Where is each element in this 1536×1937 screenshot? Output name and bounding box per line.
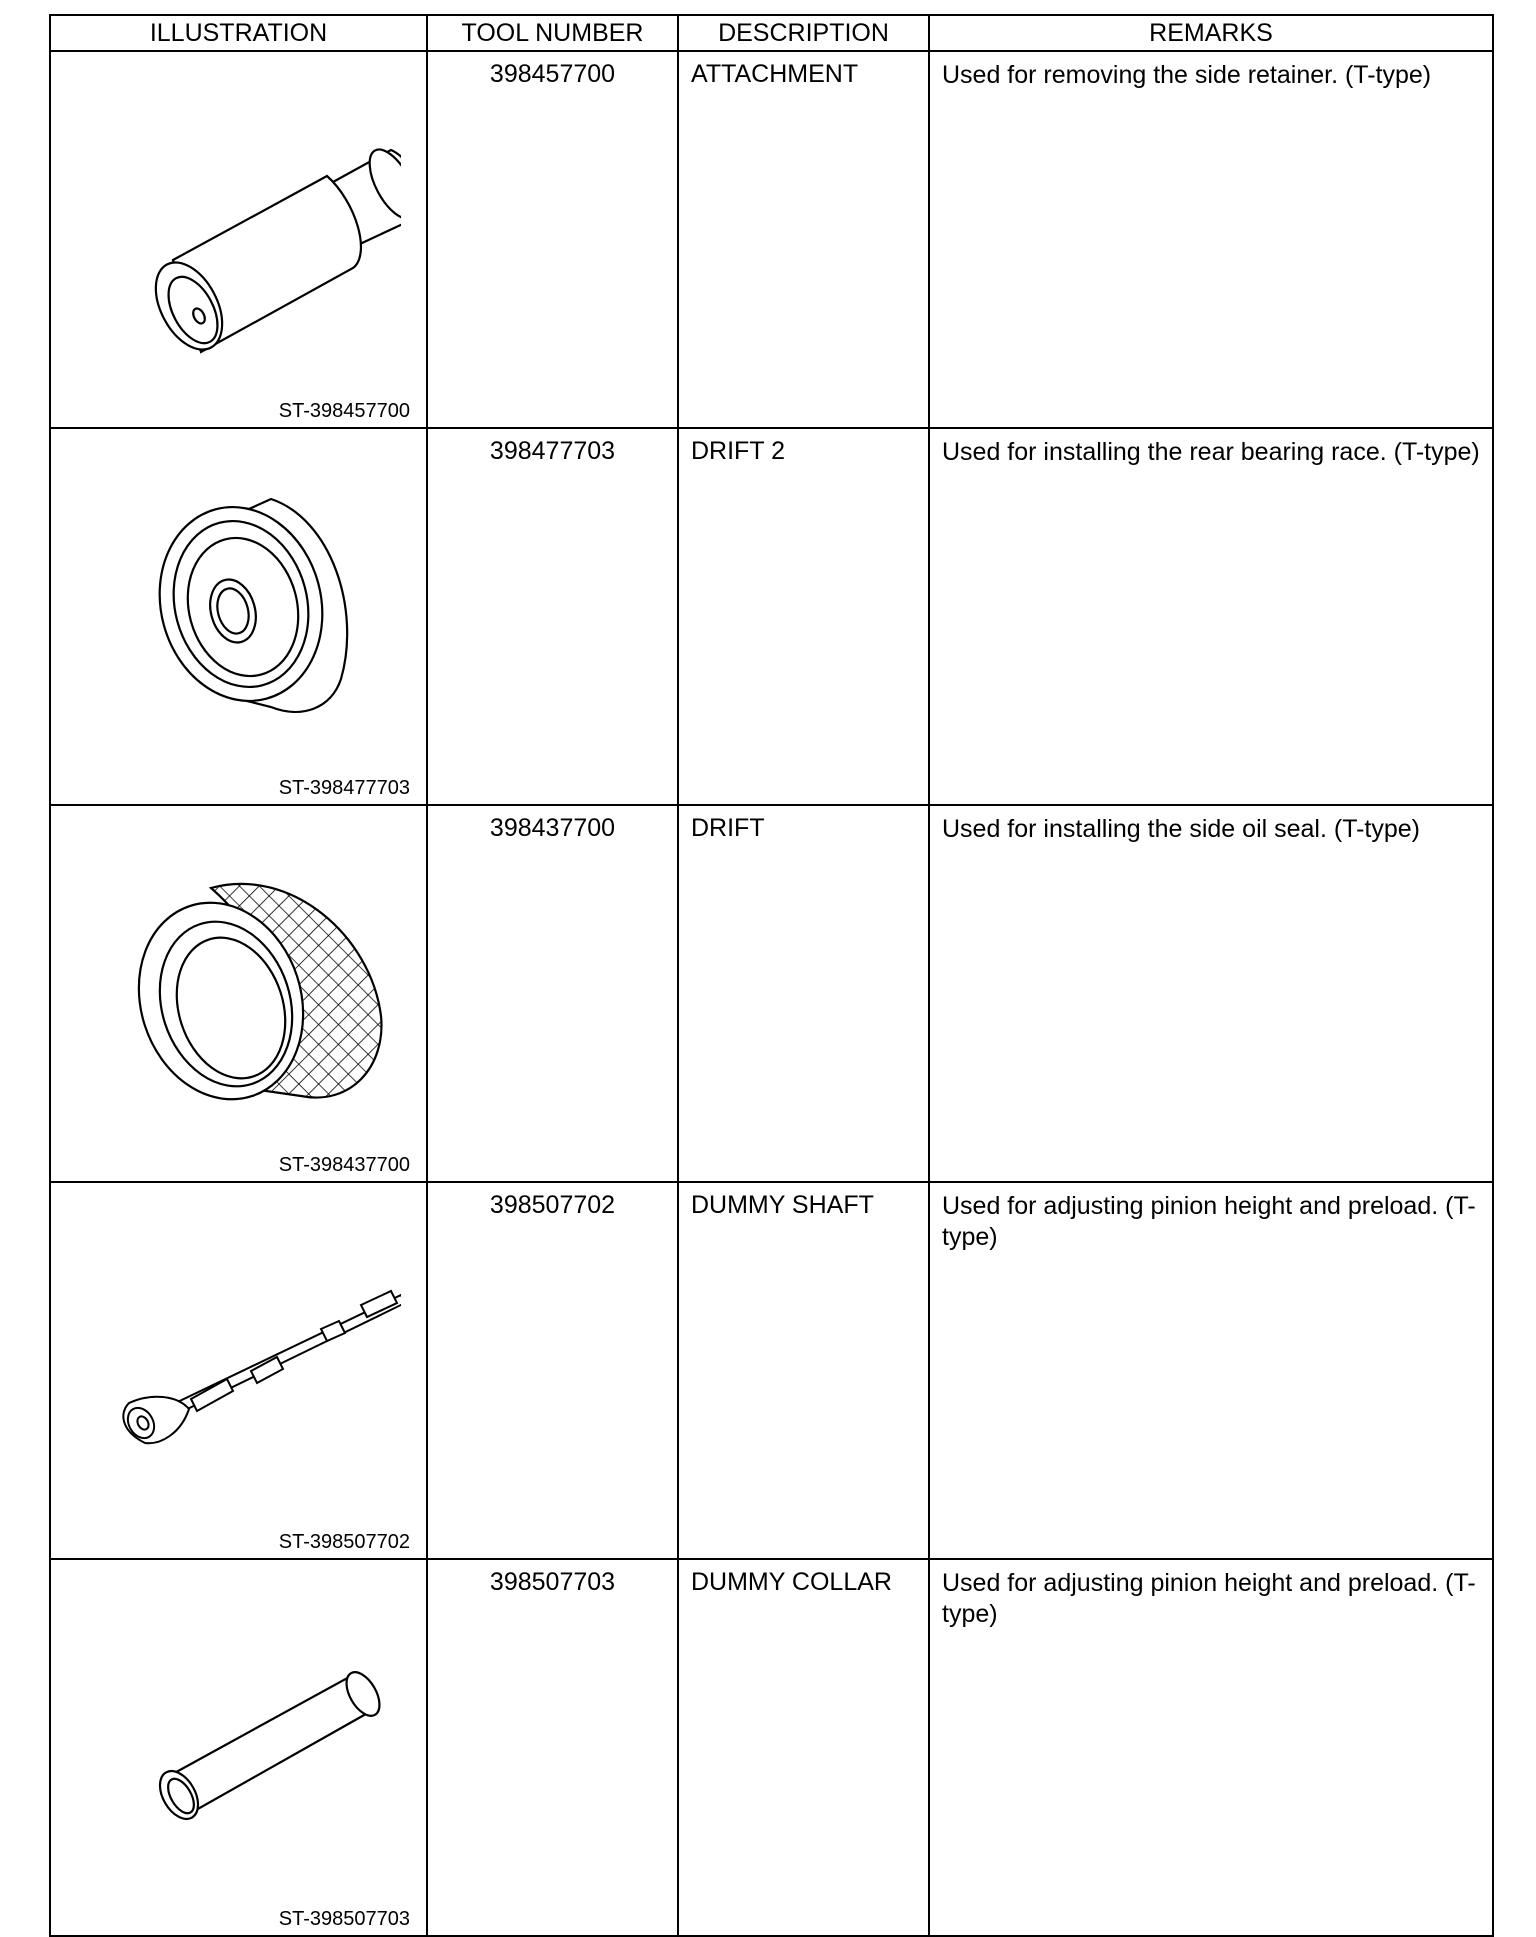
illustration-cell: [50, 805, 427, 1182]
table-row: [50, 1182, 1493, 1559]
tool-remarks: Used for adjusting pinion height and preload. (T-type): [929, 1559, 1493, 1936]
table-row: [50, 428, 1493, 805]
illustration-code: ST-398477703: [278, 777, 410, 799]
tool-number: 398457700: [427, 51, 678, 428]
tool-remarks: Used for removing the side retainer. (T-type): [929, 51, 1493, 428]
dummy-shaft-tool-icon: [81, 1203, 401, 1513]
tool-number: 398507703: [427, 1559, 678, 1936]
illustration-code: ST-398507703: [278, 1908, 410, 1930]
special-tools-table: [49, 14, 1494, 1937]
illustration-code: ST-398507702: [278, 1531, 410, 1553]
table-row: [50, 51, 1493, 428]
tool-number: 398437700: [427, 805, 678, 1182]
illustration-code: ST-398457700: [278, 400, 410, 422]
tool-description: DRIFT: [678, 805, 929, 1182]
header-description: DESCRIPTION: [678, 15, 929, 51]
header-remarks: REMARKS: [929, 15, 1493, 51]
tool-remarks: Used for adjusting pinion height and preload. (T-type): [929, 1182, 1493, 1559]
tool-number: 398507702: [427, 1182, 678, 1559]
tool-description: DRIFT 2: [678, 428, 929, 805]
illustration-cell: [50, 1182, 427, 1559]
illustration-cell: [50, 428, 427, 805]
table-row: [50, 805, 1493, 1182]
tool-description: ATTACHMENT: [678, 51, 929, 428]
illustration-code: ST-398437700: [278, 1154, 410, 1176]
tool-remarks: Used for installing the side oil seal. (T-type): [929, 805, 1493, 1182]
tool-description: DUMMY COLLAR: [678, 1559, 929, 1936]
tool-number: 398477703: [427, 428, 678, 805]
dummy-collar-tool-icon: [81, 1580, 401, 1890]
knurled-drift-tool-icon: [81, 826, 401, 1136]
table-row: [50, 1559, 1493, 1936]
illustration-cell: [50, 51, 427, 428]
attachment-tool-icon: [81, 72, 401, 382]
tool-remarks: Used for installing the rear bearing race. (T-type): [929, 428, 1493, 805]
header-illustration: ILLUSTRATION: [50, 15, 427, 51]
tool-description: DUMMY SHAFT: [678, 1182, 929, 1559]
drift-2-tool-icon: [81, 449, 401, 759]
header-row: [50, 15, 1493, 51]
illustration-cell: [50, 1559, 427, 1936]
header-tool-number: TOOL NUMBER: [427, 15, 678, 51]
